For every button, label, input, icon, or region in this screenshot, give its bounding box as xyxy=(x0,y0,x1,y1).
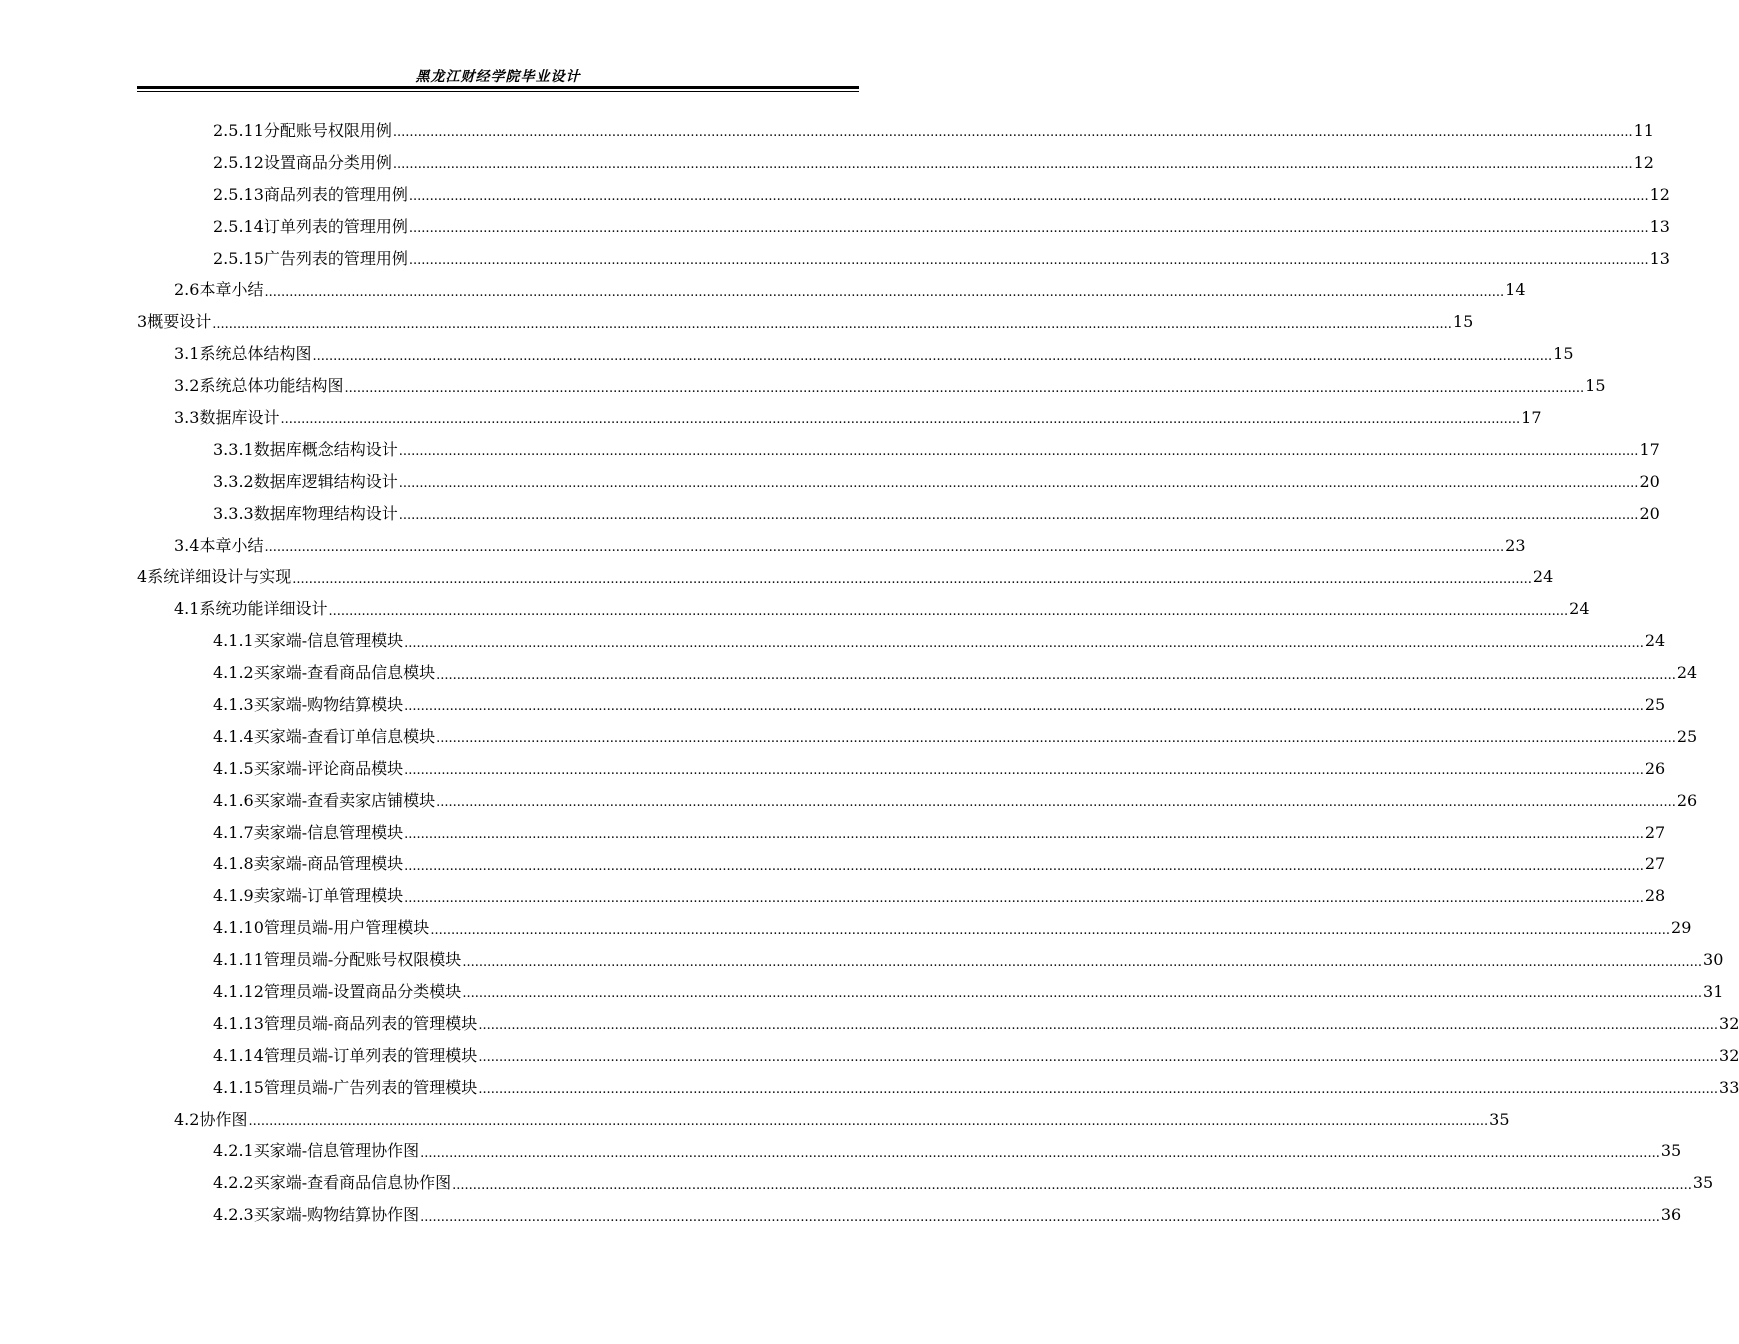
toc-entry-title: 系统功能详细设计 xyxy=(199,599,328,619)
toc-entry-page-number: 36 xyxy=(1660,1205,1682,1225)
toc-dot-leader: ............................................................................................................................................................................................................................................................................................................ xyxy=(408,189,1649,205)
toc-entry-title: 买家端-信息管理模块 xyxy=(253,631,404,651)
toc-entry-title: 卖家端-信息管理模块 xyxy=(253,822,404,842)
toc-entry-number: 3.3.1 xyxy=(213,439,254,459)
toc-dot-leader: ............................................................................................................................................................................................................................................................................................................ xyxy=(398,444,1639,460)
toc-dot-leader: ............................................................................................................................................................................................................................................................................................................ xyxy=(404,699,1644,715)
toc-entry[interactable] xyxy=(137,402,1542,434)
toc-dot-leader: ............................................................................................................................................................................................................................................................................................................ xyxy=(264,284,1505,300)
toc-entry-number: 2.6 xyxy=(174,280,200,300)
toc-entry-page-number: 26 xyxy=(1676,790,1698,810)
toc-entry-page-number: 25 xyxy=(1676,726,1698,746)
toc-entry-title: 数据库物理结构设计 xyxy=(253,503,398,523)
toc-entry-number: 4.1.3 xyxy=(213,694,254,714)
toc-entry[interactable] xyxy=(137,498,1660,530)
toc-entry[interactable] xyxy=(137,115,1654,147)
toc-entry-page-number: 17 xyxy=(1639,439,1660,459)
toc-entry-title: 买家端-查看商品信息协作图 xyxy=(253,1173,452,1193)
toc-dot-leader: ............................................................................................................................................................................................................................................................................................................ xyxy=(408,221,1649,237)
toc-entry[interactable] xyxy=(137,657,1698,689)
toc-entry-number: 4.1.7 xyxy=(213,822,254,842)
toc-entry-number: 4.2 xyxy=(174,1109,200,1129)
toc-dot-leader: ............................................................................................................................................................................................................................................................................................................ xyxy=(478,1018,1719,1034)
toc-entry-number: 2.5.15 xyxy=(213,248,264,268)
toc-entry-number: 3.1 xyxy=(174,344,200,364)
toc-entry-title: 卖家端-订单管理模块 xyxy=(253,886,404,906)
toc-entry[interactable] xyxy=(137,370,1606,402)
toc-entry-page-number: 23 xyxy=(1505,535,1526,555)
toc-entry[interactable] xyxy=(137,912,1692,944)
toc-entry[interactable] xyxy=(137,848,1666,880)
toc-entry[interactable] xyxy=(137,944,1724,976)
toc-entry-title: 管理员端-分配账号权限模块 xyxy=(263,950,462,970)
toc-dot-leader: ............................................................................................................................................................................................................................................................................................................ xyxy=(398,476,1639,492)
toc-entry[interactable] xyxy=(137,721,1698,753)
toc-dot-leader: ............................................................................................................................................................................................................................................................................................................ xyxy=(462,954,1703,970)
toc-entry-title: 管理员端-广告列表的管理模块 xyxy=(263,1077,478,1097)
toc-entry-number: 3.3.3 xyxy=(213,503,254,523)
toc-entry-title: 商品列表的管理用例 xyxy=(263,184,408,204)
toc-entry-page-number: 15 xyxy=(1452,312,1474,332)
toc-entry-title: 系统总体结构图 xyxy=(199,344,312,364)
toc-entry-number: 3.3 xyxy=(174,407,200,427)
toc-entry[interactable] xyxy=(137,274,1526,306)
toc-entry-number: 3 xyxy=(137,312,148,332)
toc-entry-number: 4.1.9 xyxy=(213,886,254,906)
toc-dot-leader: ............................................................................................................................................................................................................................................................................................................ xyxy=(212,316,1452,332)
toc-entry-title: 卖家端-商品管理模块 xyxy=(253,854,404,874)
toc-entry-page-number: 20 xyxy=(1639,471,1660,491)
toc-entry-title: 买家端-查看订单信息模块 xyxy=(253,726,436,746)
toc-entry[interactable] xyxy=(137,179,1670,211)
toc-entry-page-number: 24 xyxy=(1676,663,1698,683)
toc-entry-number: 3.2 xyxy=(174,376,200,396)
toc-dot-leader: ............................................................................................................................................................................................................................................................................................................ xyxy=(420,1145,1660,1161)
toc-dot-leader: ............................................................................................................................................................................................................................................................................................................ xyxy=(292,571,1532,587)
toc-entry[interactable] xyxy=(137,561,1554,593)
toc-entry-title: 数据库逻辑结构设计 xyxy=(253,471,398,491)
toc-entry-number: 4.1.5 xyxy=(213,758,254,778)
toc-entry-number: 4.1.6 xyxy=(213,790,254,810)
toc-entry-title: 本章小结 xyxy=(199,280,264,300)
toc-entry[interactable] xyxy=(137,466,1660,498)
toc-entry-number: 4.1.13 xyxy=(213,1013,264,1033)
toc-dot-leader: ............................................................................................................................................................................................................................................................................................................ xyxy=(436,667,1676,683)
toc-entry-page-number: 32 xyxy=(1719,1045,1739,1065)
toc-entry[interactable] xyxy=(137,147,1654,179)
toc-dot-leader: ............................................................................................................................................................................................................................................................................................................ xyxy=(248,1114,1489,1130)
toc-dot-leader: ............................................................................................................................................................................................................................................................................................................ xyxy=(392,125,1633,141)
toc-entry-title: 管理员端-商品列表的管理模块 xyxy=(263,1013,478,1033)
toc-entry-title: 管理员端-订单列表的管理模块 xyxy=(263,1045,478,1065)
toc-entry-title: 广告列表的管理用例 xyxy=(263,248,408,268)
toc-entry-number: 4 xyxy=(137,567,148,587)
toc-dot-leader: ............................................................................................................................................................................................................................................................................................................ xyxy=(436,795,1676,811)
toc-entry-title: 设置商品分类用例 xyxy=(263,152,392,172)
toc-dot-leader: ............................................................................................................................................................................................................................................................................................................ xyxy=(436,731,1676,747)
toc-entry-page-number: 25 xyxy=(1644,694,1666,714)
toc-entry-number: 4.1.8 xyxy=(213,854,254,874)
toc-entry-page-number: 35 xyxy=(1660,1141,1682,1161)
toc-entry[interactable] xyxy=(137,211,1670,243)
toc-entry-number: 4.1.14 xyxy=(213,1045,264,1065)
toc-entry-title: 数据库概念结构设计 xyxy=(253,439,398,459)
toc-entry-page-number: 14 xyxy=(1505,280,1526,300)
toc-dot-leader: ............................................................................................................................................................................................................................................................................................................ xyxy=(328,603,1569,619)
toc-entry-page-number: 24 xyxy=(1532,567,1554,587)
toc-entry[interactable] xyxy=(137,817,1666,849)
toc-entry-number: 4.1.1 xyxy=(213,631,254,651)
toc-entry-title: 买家端-查看卖家店铺模块 xyxy=(253,790,436,810)
toc-entry-title: 管理员端-设置商品分类模块 xyxy=(263,981,462,1001)
toc-entry-title: 协作图 xyxy=(199,1109,248,1129)
toc-entry[interactable] xyxy=(137,1008,1739,1040)
page-header-title: 黑龙江财经学院毕业设计 xyxy=(415,69,581,85)
toc-entry[interactable] xyxy=(137,753,1666,785)
toc-entry[interactable] xyxy=(137,785,1698,817)
toc-entry[interactable] xyxy=(137,243,1670,275)
toc-entry-title: 概要设计 xyxy=(147,312,212,332)
toc-entry-page-number: 24 xyxy=(1569,599,1590,619)
toc-entry[interactable] xyxy=(137,338,1574,370)
toc-dot-leader: ............................................................................................................................................................................................................................................................................................................ xyxy=(478,1082,1719,1098)
toc-entry-title: 系统详细设计与实现 xyxy=(147,567,292,587)
toc-entry-page-number: 20 xyxy=(1639,503,1660,523)
toc-dot-leader: ............................................................................................................................................................................................................................................................................................................ xyxy=(264,540,1505,556)
toc-entry-number: 4.1 xyxy=(174,599,200,619)
toc-entry[interactable] xyxy=(137,625,1666,657)
toc-entry-number: 2.5.14 xyxy=(213,216,264,236)
toc-entry-page-number: 24 xyxy=(1644,631,1666,651)
toc-entry-title: 买家端-查看商品信息模块 xyxy=(253,663,436,683)
toc-dot-leader: ............................................................................................................................................................................................................................................................................................................ xyxy=(404,890,1644,906)
toc-dot-leader: ............................................................................................................................................................................................................................................................................................................ xyxy=(398,508,1639,524)
toc-dot-leader: ............................................................................................................................................................................................................................................................................................................ xyxy=(408,253,1649,268)
toc-entry-number: 3.4 xyxy=(174,535,200,555)
toc-entry-page-number: 35 xyxy=(1489,1109,1510,1129)
toc-entry-number: 4.1.12 xyxy=(213,981,264,1001)
toc-entry-page-number: 31 xyxy=(1703,981,1724,1001)
toc-entry-page-number: 33 xyxy=(1719,1077,1739,1097)
toc-entry[interactable] xyxy=(137,689,1666,721)
toc-entry-title: 买家端-评论商品模块 xyxy=(253,758,404,778)
toc-entry-title: 数据库设计 xyxy=(199,407,280,427)
toc-entry[interactable] xyxy=(137,1072,1739,1104)
toc-entry[interactable] xyxy=(137,1167,1714,1199)
toc-entry-number: 4.1.15 xyxy=(213,1077,264,1097)
toc-dot-leader: ............................................................................................................................................................................................................................................................................................................ xyxy=(462,986,1703,1002)
table-of-contents xyxy=(137,115,1739,1231)
toc-entry-page-number: 11 xyxy=(1633,120,1654,140)
toc-dot-leader: ............................................................................................................................................................................................................................................................................................................ xyxy=(344,380,1585,396)
toc-entry-title: 买家端-购物结算模块 xyxy=(253,694,404,714)
toc-entry[interactable] xyxy=(137,593,1590,625)
toc-entry-page-number: 32 xyxy=(1719,1013,1739,1033)
toc-dot-leader: ............................................................................................................................................................................................................................................................................................................ xyxy=(452,1177,1692,1193)
toc-entry[interactable] xyxy=(137,880,1666,912)
toc-entry[interactable] xyxy=(137,1199,1682,1231)
toc-entry[interactable] xyxy=(137,976,1724,1008)
toc-dot-leader: ............................................................................................................................................................................................................................................................................................................ xyxy=(404,635,1644,651)
toc-entry-page-number: 30 xyxy=(1703,950,1724,970)
toc-dot-leader: ............................................................................................................................................................................................................................................................................................................ xyxy=(420,1209,1660,1225)
toc-dot-leader: ............................................................................................................................................................................................................................................................................................................ xyxy=(392,157,1633,173)
toc-entry-number: 2.5.11 xyxy=(213,120,264,140)
toc-entry-title: 买家端-信息管理协作图 xyxy=(253,1141,420,1161)
toc-entry-page-number: 15 xyxy=(1585,376,1606,396)
toc-entry-page-number: 12 xyxy=(1649,184,1670,204)
toc-entry-title: 订单列表的管理用例 xyxy=(263,216,408,236)
toc-dot-leader: ............................................................................................................................................................................................................................................................................................................ xyxy=(280,412,1521,428)
toc-entry-title: 系统总体功能结构图 xyxy=(199,376,344,396)
toc-entry-page-number: 26 xyxy=(1644,758,1666,778)
toc-dot-leader: ............................................................................................................................................................................................................................................................................................................ xyxy=(404,858,1644,874)
toc-entry[interactable] xyxy=(137,1040,1739,1072)
toc-dot-leader: ............................................................................................................................................................................................................................................................................................................ xyxy=(404,827,1644,843)
toc-entry-page-number: 13 xyxy=(1649,216,1670,236)
toc-entry-page-number: 28 xyxy=(1644,886,1666,906)
toc-entry[interactable] xyxy=(137,1104,1510,1136)
toc-entry-title: 买家端-购物结算协作图 xyxy=(253,1205,420,1225)
toc-entry[interactable] xyxy=(137,306,1474,338)
toc-entry-number: 4.1.10 xyxy=(213,918,264,938)
toc-entry-number: 4.1.11 xyxy=(213,950,264,970)
toc-dot-leader: ............................................................................................................................................................................................................................................................................................................ xyxy=(430,922,1671,938)
toc-dot-leader: ............................................................................................................................................................................................................................................................................................................ xyxy=(312,348,1553,364)
toc-entry-number: 3.3.2 xyxy=(213,471,254,491)
toc-entry-page-number: 27 xyxy=(1644,854,1666,874)
toc-entry[interactable] xyxy=(137,1136,1682,1168)
toc-entry[interactable] xyxy=(137,434,1660,466)
toc-dot-leader: ............................................................................................................................................................................................................................................................................................................ xyxy=(404,763,1644,779)
toc-entry-number: 4.1.2 xyxy=(213,663,254,683)
header-divider-thick xyxy=(137,86,859,89)
toc-entry-page-number: 13 xyxy=(1649,248,1670,268)
toc-entry-page-number: 12 xyxy=(1633,152,1654,172)
toc-entry-page-number: 29 xyxy=(1671,918,1692,938)
toc-entry-page-number: 17 xyxy=(1521,407,1542,427)
toc-entry-page-number: 35 xyxy=(1692,1173,1714,1193)
toc-entry-number: 4.2.1 xyxy=(213,1141,254,1161)
header-divider-thin xyxy=(137,91,859,92)
toc-entry-page-number: 15 xyxy=(1553,344,1574,364)
toc-entry[interactable] xyxy=(137,530,1526,562)
toc-entry-title: 分配账号权限用例 xyxy=(263,120,392,140)
toc-dot-leader: ............................................................................................................................................................................................................................................................................................................ xyxy=(478,1050,1719,1066)
toc-entry-number: 4.2.3 xyxy=(213,1205,254,1225)
toc-entry-title: 管理员端-用户管理模块 xyxy=(263,918,430,938)
toc-entry-number: 2.5.13 xyxy=(213,184,264,204)
toc-entry-number: 4.2.2 xyxy=(213,1173,254,1193)
toc-entry-number: 4.1.4 xyxy=(213,726,254,746)
toc-entry-number: 2.5.12 xyxy=(213,152,264,172)
toc-entry-title: 本章小结 xyxy=(199,535,264,555)
toc-entry-page-number: 27 xyxy=(1644,822,1666,842)
